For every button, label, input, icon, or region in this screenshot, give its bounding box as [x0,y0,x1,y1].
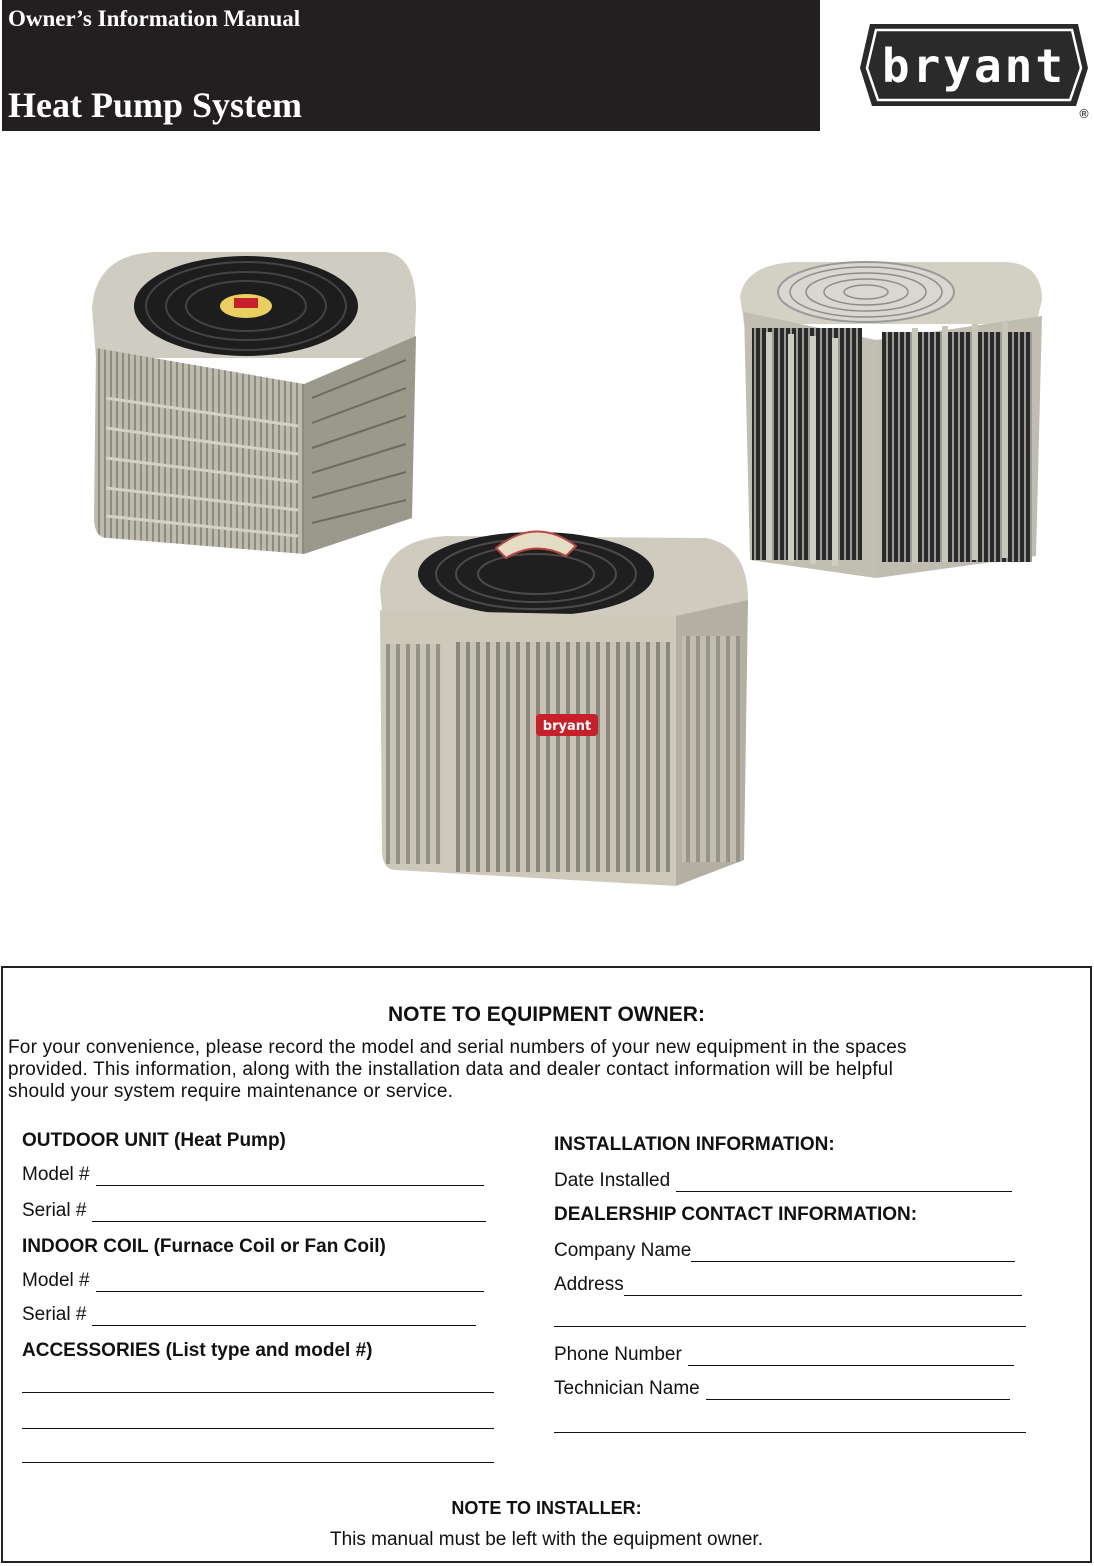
outdoor-unit-heading: OUTDOOR UNIT (Heat Pump) [22,1130,286,1151]
outdoor-serial-label: Serial # [22,1200,87,1221]
accessories-line [22,1410,494,1429]
page-title: Heat Pump System [8,85,302,125]
date-installed-row [554,1170,1012,1192]
owner-note-line: For your convenience, please record the model and serial numbers of your new equipment in the spaces [8,1037,907,1058]
indoor-serial-label: Serial # [22,1304,87,1325]
heat-pump-unit-photo-right [736,256,1048,578]
installer-note-title: NOTE TO INSTALLER: [451,1498,642,1518]
address-row [554,1274,1022,1296]
technician-field-2[interactable] [554,1414,1026,1433]
company-name-field[interactable] [691,1243,1015,1262]
indoor-model-label: Model # [22,1270,90,1291]
accessory-field-1[interactable] [22,1374,494,1393]
bryant-logo [858,20,1090,120]
address-row-2 [554,1308,1026,1327]
outdoor-model-field[interactable] [96,1167,484,1186]
dealership-heading: DEALERSHIP CONTACT INFORMATION: [554,1204,918,1225]
owner-note-title: NOTE TO EQUIPMENT OWNER: [388,1003,705,1026]
date-installed-label: Date Installed [554,1170,671,1191]
accessory-field-3[interactable] [22,1444,494,1463]
header-banner [2,0,820,131]
phone-label: Phone Number [554,1344,682,1365]
accessory-field-2[interactable] [22,1410,494,1429]
heat-pump-unit-photo-center [376,520,750,886]
phone-row [554,1344,1014,1366]
indoor-model-field[interactable] [96,1273,484,1292]
owner-info-panel [1,966,1092,1563]
outdoor-serial-field[interactable] [92,1203,486,1222]
indoor-serial-field[interactable] [92,1307,476,1326]
technician-label: Technician Name [554,1378,700,1399]
logo-wordmark: bryant [881,39,1067,93]
outdoor-model-label: Model # [22,1164,90,1185]
unit-badge-text: bryant [542,719,592,734]
manual-subtitle: Owner’s Information Manual [8,6,301,31]
company-name-label: Company Name [554,1240,692,1261]
installer-note-text: This manual must be left with the equipment owner. [329,1529,763,1550]
phone-field[interactable] [688,1347,1014,1366]
company-name-row [554,1240,1015,1262]
heat-pump-unit-photo-left [86,248,418,558]
registered-mark: ® [1078,107,1090,120]
technician-field[interactable] [706,1381,1010,1400]
indoor-model-row [22,1270,484,1292]
indoor-coil-heading: INDOOR COIL (Furnace Coil or Fan Coil) [22,1236,386,1257]
owner-note-line: provided. This information, along with the installation data and dealer contact information will be helpful [8,1059,893,1080]
address-field-2[interactable] [554,1308,1026,1327]
outdoor-model-row [22,1164,484,1186]
technician-row [554,1378,1010,1400]
date-installed-field[interactable] [676,1173,1012,1192]
installation-heading: INSTALLATION INFORMATION: [554,1134,835,1155]
indoor-serial-row [22,1304,476,1326]
owner-note-text [8,1037,1048,1103]
technician-row-2 [554,1414,1026,1433]
outdoor-serial-row [22,1200,486,1222]
accessories-line [22,1444,494,1463]
accessories-heading: ACCESSORIES (List type and model #) [22,1340,373,1361]
accessories-line [22,1374,494,1393]
address-field[interactable] [624,1277,1022,1296]
address-label: Address [554,1274,624,1295]
owner-note-line: should your system require maintenance or service. [8,1081,454,1102]
